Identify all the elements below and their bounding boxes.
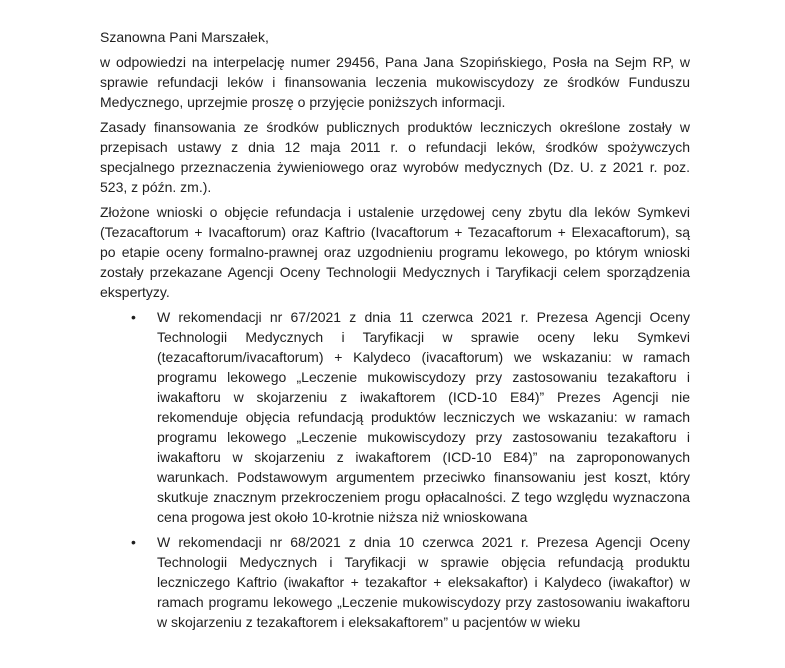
paragraph-applications-status: Złożone wnioski o objęcie refundacja i ustalenie urzędowej ceny zbytu dla leków Symkevi (Tezacaftorum + Ivacaftorum) oraz Kaftrio (Ivacaftorum + Tezacaftorum + Elexacaftorum), są po etapie oceny formalno-prawnej oraz uzgodnieniu programu lekowego, po którym wnioski zostały przekazane Agencji Oceny Technologii Medycznych i Taryfikacji celem sporządzenia ekspertyzy.	[100, 204, 690, 300]
bullet-icon: •	[131, 534, 136, 550]
recommendation-67-text: W rekomendacji nr 67/2021 z dnia 11 czerwca 2021 r. Prezesa Agencji Oceny Technologii Medycznych i Taryfikacji w sprawie oceny leku Symkevi (tezacaftorum/ivacaftorum) + Kalydeco (ivacaftorum) we wskazaniu: w ramach programu lekowego „Leczenie mukowiscydozy przy zastosowaniu tezakaftoru i iwakaftoru w skojarzeniu z iwakaftorem (ICD-10 E84)” Prezes Agencji nie rekomenduje objęcia refundacją produktów leczniczych we wskazaniu: w ramach programu lekowego „Leczenie mukowiscydozy przy zastosowaniu tezakaftoru i iwakaftoru w skojarzeniu z iwakaftorem (ICD-10 E84)” na zaproponowanych warunkach. Podstawowym argumentem przeciwko finansowaniu jest koszt, który skutkuje znacznym przekroczeniem progu opłacalności. Z tego względu wyznaczona cena progowa jest około 10-krotnie niższa niż wnioskowana	[157, 309, 690, 525]
salutation-line: Szanowna Pani Marszałek,	[100, 29, 269, 45]
paragraph-legal-basis: Zasady finansowania ze środków publicznych produktów leczniczych określone zostały w przepisach ustawy z dnia 12 maja 2011 r. o refundacji leków, środków spożywczych specjalnego przeznaczenia żywieniowego oraz wyrobów medycznych (Dz. U. z 2021 r. poz. 523, z późn. zm.).	[100, 119, 690, 195]
recommendation-68-text: W rekomendacji nr 68/2021 z dnia 10 czerwca 2021 r. Prezesa Agencji Oceny Technologii Medycznych i Taryfikacji w sprawie objęcia refundacją produktu leczniczego Kaftrio (iwakaftor + tezakaftor + eleksakaftor) i Kalydeco (iwakaftor) w ramach programu lekowego „Leczenie mukowiscydozy przy zastosowaniu iwakaftoru w skojarzeniu z tezakaftorem i eleksakaftorem” u pacjentów w wieku	[157, 534, 690, 630]
paragraph-intro: w odpowiedzi na interpelację numer 29456, Pana Jana Szopińskiego, Posła na Sejm RP, w sprawie refundacji leków i finansowania leczenia mukowiscydozy ze środków Funduszu Medycznego, uprzejmie proszę o przyjęcie poniższych informacji.	[100, 54, 690, 110]
bullet-icon: •	[131, 309, 136, 325]
recommendation-67-item	[100, 307, 690, 527]
recommendations-list	[100, 307, 690, 632]
document-content	[100, 27, 690, 637]
recommendation-68-item	[100, 532, 690, 632]
